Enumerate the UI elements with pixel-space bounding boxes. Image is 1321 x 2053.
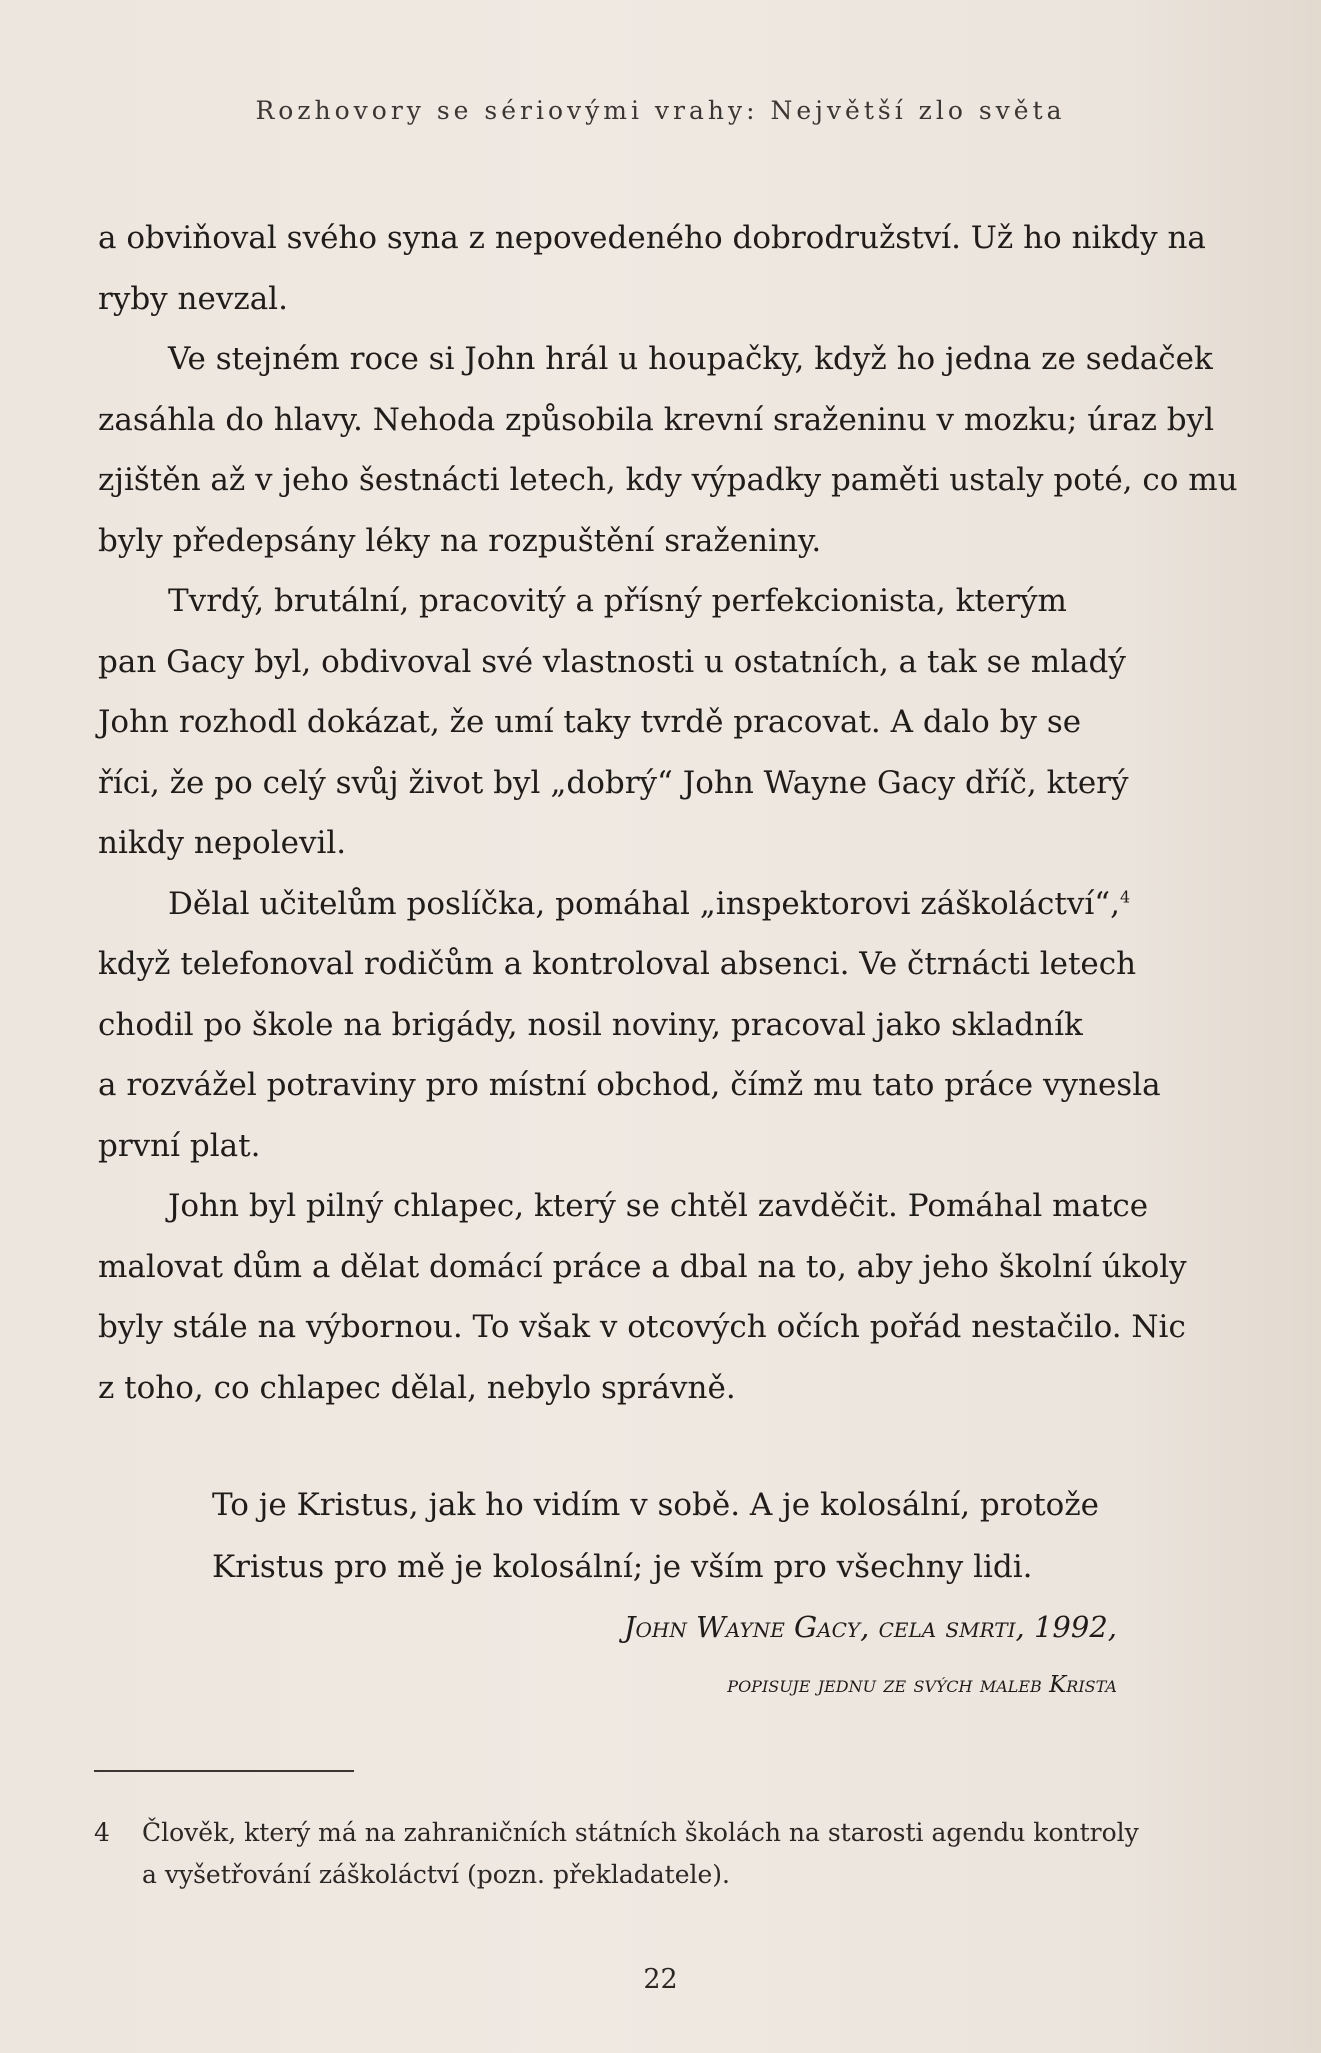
- body-line-text: a obviňoval svého syna z nepovedeného dobrodružství. Už ho nikdy na: [98, 220, 1206, 256]
- quote-line: To je Kristus, jak ho vidím v sobě. A je kolosální, protože: [212, 1487, 1100, 1523]
- body-line: [98, 329, 1238, 390]
- body-line: [98, 269, 1238, 330]
- footnote-divider: [94, 1770, 354, 1772]
- body-line-text: John rozhodl dokázat, že umí taky tvrdě pracovat. A dalo by se: [98, 704, 1082, 740]
- body-line-text: byly předepsány léky na rozpuštění sraženiny.: [98, 522, 822, 559]
- body-line: [98, 1116, 1238, 1177]
- body-line: [98, 813, 1238, 874]
- body-line-text: John byl pilný chlapec, který se chtěl zavděčit. Pomáhal matce: [168, 1188, 1149, 1224]
- body-line-text: Ve stejném roce si John hrál u houpačky, když ho jedna ze sedaček: [168, 341, 1213, 377]
- body-line: [98, 1358, 1238, 1419]
- body-line: [98, 571, 1238, 632]
- body-line-text: nikdy nepolevil.: [98, 825, 347, 861]
- body-line-text: první plat.: [98, 1127, 261, 1164]
- body-line-text: Tvrdý, brutální, pracovitý a přísný perfekcionista, kterým: [168, 583, 1067, 619]
- body-line: [98, 208, 1238, 269]
- body-line-text: malovat dům a dělat domácí práce a dbal na to, aby jeho školní úkoly: [98, 1248, 1187, 1285]
- body-line: [98, 692, 1238, 753]
- body-line-text: Dělal učitelům poslíčka, pomáhal „inspektorovi záškoláctví“,: [168, 885, 1120, 922]
- body-line: [98, 632, 1238, 693]
- body-line: [98, 450, 1238, 511]
- body-line: [98, 874, 1238, 935]
- body-line-text: zasáhla do hlavy. Nehoda způsobila krevní sraženinu v mozku; úraz byl: [98, 401, 1215, 438]
- page-number: 22: [643, 1964, 678, 1995]
- body-line-text: když telefonoval rodičům a kontroloval absenci. Ve čtrnácti letech: [98, 946, 1137, 982]
- body-line-text: zjištěn až v jeho šestnácti letech, kdy výpadky paměti ustaly poté, co mu: [98, 462, 1238, 498]
- body-line-text: byly stále na výbornou. To však v otcových očích pořád nestačilo. Nic: [98, 1309, 1186, 1345]
- footnote-number: 4: [94, 1818, 110, 1847]
- body-line: [98, 390, 1238, 451]
- body-line: [98, 934, 1238, 995]
- quote-line: Kristus pro mě je kolosální; je vším pro všechny lidi.: [212, 1549, 1033, 1585]
- body-line: [98, 1055, 1238, 1116]
- body-text: [98, 208, 1238, 1418]
- footnote-line: a vyšetřování záškoláctví (pozn. překladatele).: [142, 1860, 730, 1889]
- footnote: [94, 1812, 1214, 1896]
- footnote-reference[interactable]: 4: [1119, 887, 1131, 907]
- epigraph-quote: [212, 1474, 1212, 1598]
- body-line-text: a rozvážel potraviny pro místní obchod, čímž mu tato práce vynesla: [98, 1067, 1161, 1103]
- attribution-line-2: popisuje jednu ze svých maleb Krista: [727, 1672, 1117, 1698]
- body-line-text: z toho, co chlapec dělal, nebylo správně.: [98, 1369, 736, 1406]
- footnote-text: [142, 1812, 1214, 1896]
- quote-attribution: [624, 1603, 1117, 1709]
- body-line-text: chodil po škole na brigády, nosil noviny, pracoval jako skladník: [98, 1006, 1083, 1043]
- attribution-line-1: John Wayne Gacy, cela smrti, 1992,: [623, 1610, 1117, 1644]
- body-line: [98, 1297, 1238, 1358]
- body-line-text: ryby nevzal.: [98, 280, 288, 317]
- body-line: [98, 511, 1238, 572]
- body-line: [98, 1176, 1238, 1237]
- body-line: [98, 995, 1238, 1056]
- body-line: [98, 753, 1238, 814]
- running-header: Rozhovory se sériovými vrahy: Největší zlo světa: [255, 96, 1066, 125]
- body-line: [98, 1237, 1238, 1298]
- body-line-text: pan Gacy byl, obdivoval své vlastnosti u ostatních, a tak se mladý: [98, 643, 1126, 680]
- body-line-text: říci, že po celý svůj život byl „dobrý“ John Wayne Gacy dříč, který: [98, 764, 1129, 801]
- footnote-line: Člověk, který má na zahraničních státních školách na starosti agendu kontroly: [142, 1818, 1139, 1847]
